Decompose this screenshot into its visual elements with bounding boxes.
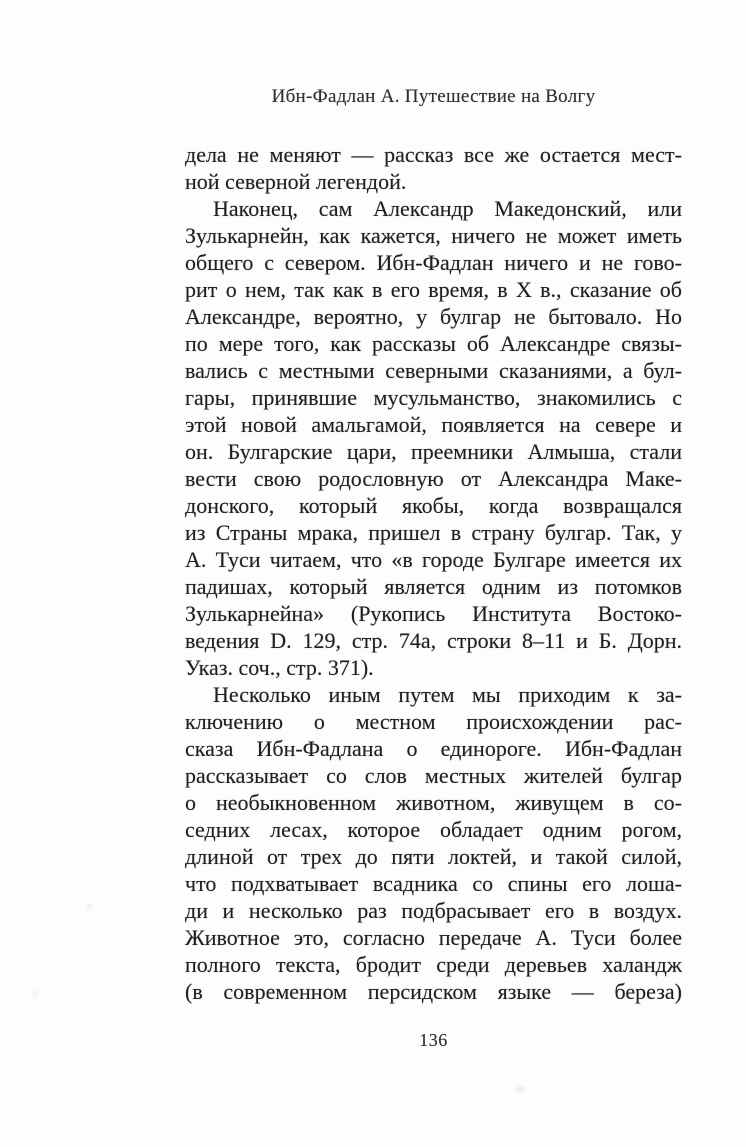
text-line: Несколько иным путем мы приходим к за- [213, 682, 682, 707]
text-line: вались с местными северными сказаниями, а бул- [185, 358, 682, 383]
text-line: сказа Ибн-Фадлана о единороге. Ибн-Фадлан [185, 736, 682, 761]
text-line: о необыкновенном животном, живущем в со- [185, 790, 682, 815]
text-line: Животное это, согласно передаче А. Туси более [185, 925, 682, 950]
text-line: по мере того, как рассказы об Александре связы- [185, 331, 682, 356]
text-line: общего с севером. Ибн-Фадлан ничего и не гово- [185, 250, 682, 275]
paragraph [185, 141, 682, 195]
scan-speck [32, 991, 38, 996]
page-number: 136 [419, 1030, 448, 1050]
text-line: дела не меняют — рассказ все же остается мест- [185, 142, 682, 167]
text-line: полного текста, бродит среди деревьев халандж [185, 952, 682, 977]
text-line: Александре, вероятно, у булгар не бытовало. Но [185, 304, 682, 329]
text-line: ди и несколько раз подбрасывает его в воздух. [185, 898, 682, 923]
text-line: этой новой амальгамой, появляется на севере и [185, 412, 682, 437]
scan-speck [516, 1086, 525, 1092]
text-line: рит о нем, так как в его время, в X в., сказание об [185, 277, 682, 302]
text-line: он. Булгарские цари, преемники Алмыша, стали [185, 439, 682, 464]
text-line: Зулькарнейна» (Рукопись Института Востоко- [185, 601, 682, 626]
text-line: Наконец, сам Александр Македонский, или [213, 196, 682, 221]
running-header: Ибн-Фадлан А. Путешествие на Волгу [271, 86, 596, 107]
paragraph [185, 195, 682, 681]
text-line: Зулькарнейн, как кажется, ничего не может иметь [185, 223, 682, 248]
body-text [185, 141, 682, 1005]
text-line: донского, который якобы, когда возвращался [185, 493, 682, 518]
text-line: (в современном персидском языке — береза) [185, 979, 682, 1004]
text-line: ной северной легендой. [185, 169, 407, 194]
paragraph [185, 681, 682, 1005]
text-line: рассказывает со слов местных жителей булгар [185, 763, 682, 788]
text-line: ключению о местном происхождении рас- [185, 709, 682, 734]
text-line: что подхватывает всадника со спины его лоша- [185, 871, 682, 896]
text-line: длиной от трех до пяти локтей, и такой силой, [185, 844, 682, 869]
text-line: А. Туси читаем, что «в городе Булгаре имеется их [185, 547, 682, 572]
text-line: седних лесах, которое обладает одним рогом, [185, 817, 682, 842]
text-line: из Страны мрака, пришел в страну булгар. Так, у [185, 520, 682, 545]
scan-speck [86, 904, 92, 909]
text-line: ведения D. 129, стр. 74а, строки 8–11 и Б. Дорн. [185, 628, 682, 653]
text-line: падишах, который является одним из потомков [185, 574, 682, 599]
text-line: вести свою родословную от Александра Маке- [185, 466, 682, 491]
text-line: гары, принявшие мусульманство, знакомились с [185, 385, 682, 410]
text-line: Указ. соч., стр. 371). [185, 655, 374, 680]
